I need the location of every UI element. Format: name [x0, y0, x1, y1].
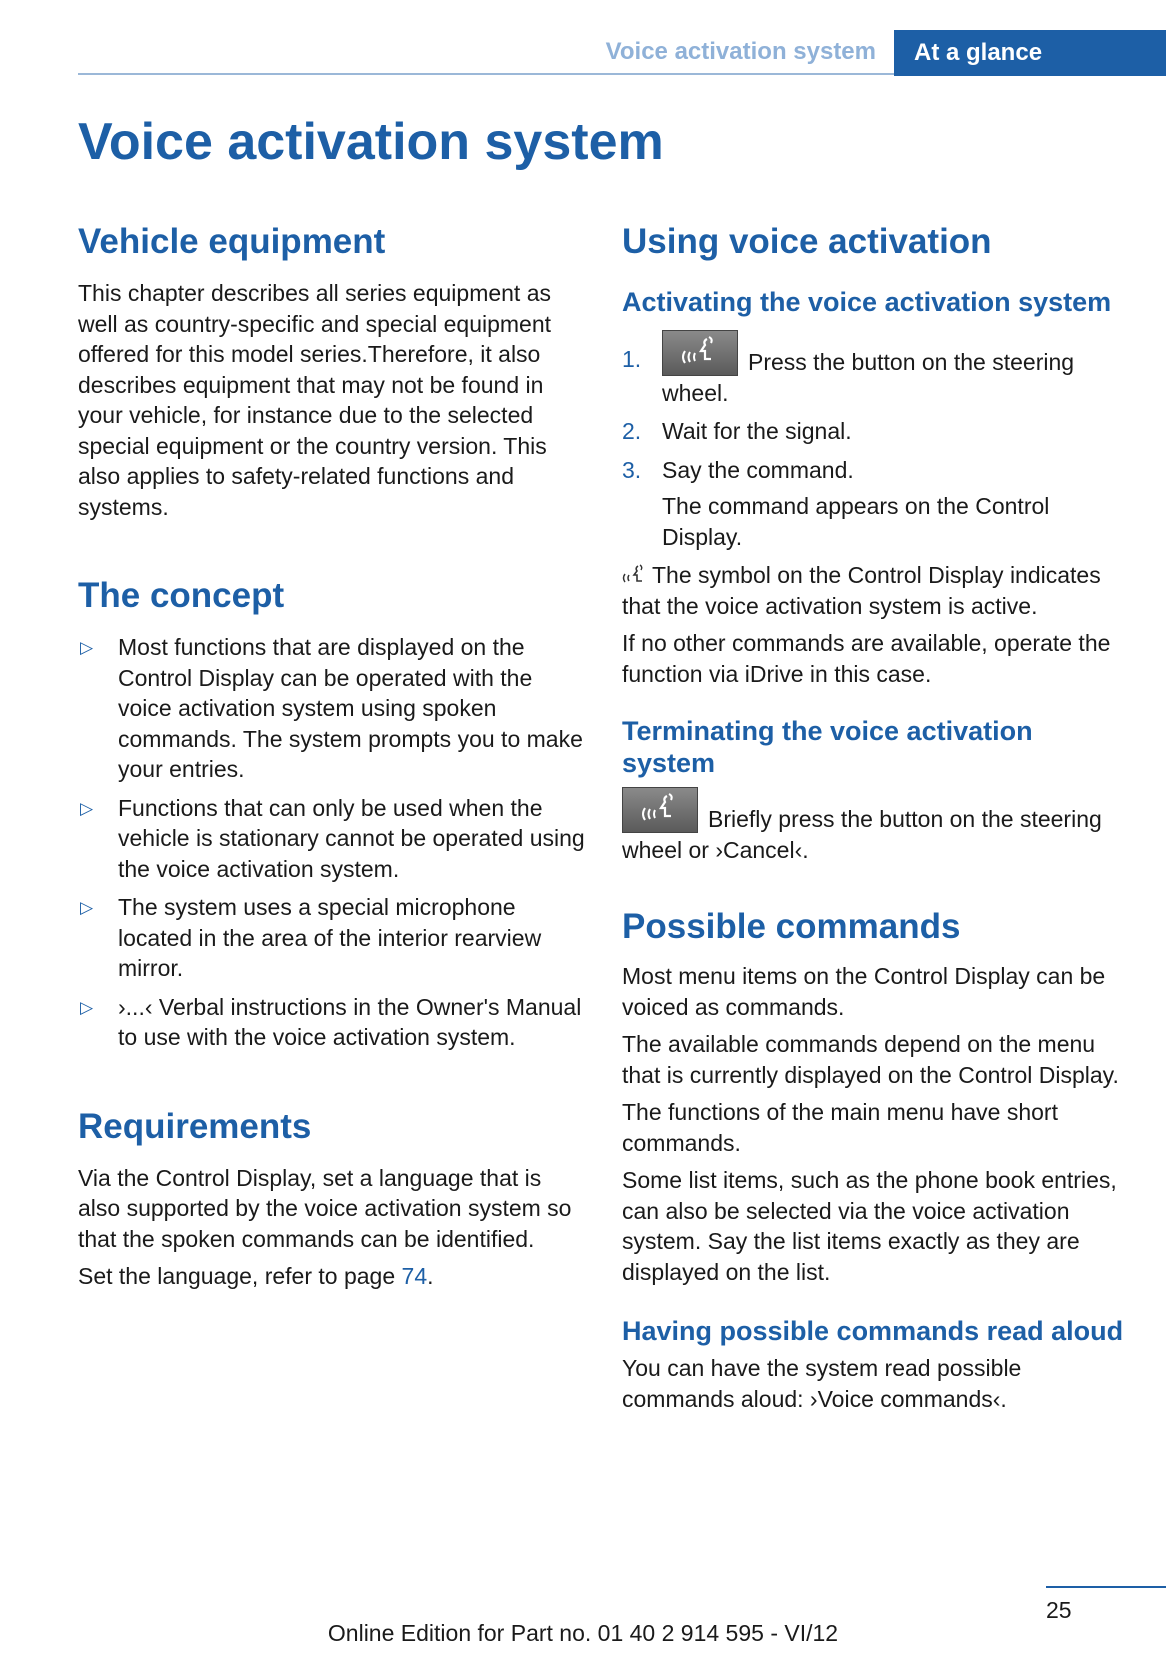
step-text: Wait for the signal.: [662, 418, 852, 444]
voice-symbol-icon: [622, 563, 648, 585]
list-item: [622, 455, 1132, 553]
triangle-bullet-icon: ▷: [80, 798, 94, 818]
footer-rule: [1046, 1586, 1166, 1588]
step-number: 1.: [622, 346, 642, 372]
activating-heading: Activating the voice activation system: [622, 287, 1112, 317]
set-language-text: [78, 1261, 586, 1292]
header-tab: [894, 30, 1166, 76]
vehicle-equipment-heading: Vehicle equipment: [78, 222, 386, 261]
voice-button-icon: [622, 787, 698, 833]
list-item: [78, 992, 586, 1053]
footer-edition: [0, 1620, 1166, 1647]
step-number: 2.: [622, 418, 642, 444]
header-tab-label: At a glance: [914, 39, 1043, 66]
possible-paragraph: The available commands depend on the menu that is currently displayed on the Control Display.: [622, 1031, 1119, 1088]
list-item: [622, 416, 1132, 447]
triangle-bullet-icon: ▷: [80, 898, 94, 917]
requirements-text: Via the Control Display, set a language that is also supported by the voice activation system so that the spoken commands can be identified.: [78, 1164, 572, 1252]
page-number: 25: [1046, 1597, 1072, 1623]
concept-item-text: ›...‹ Verbal instructions in the Owner's Manual to use with the voice activation system.: [118, 993, 582, 1050]
list-item: [78, 892, 586, 984]
page-title: Voice activation system: [78, 113, 664, 171]
symbol-description: The symbol on the Control Display indicates that the voice activation system is active.: [622, 562, 1101, 619]
terminating-description: Briefly press the button on the steering wheel or ›Cancel‹.: [622, 806, 1102, 863]
set-language-suffix: .: [427, 1263, 434, 1289]
concept-list: [78, 632, 586, 1053]
header-section-title: Voice activation system: [605, 38, 876, 65]
triangle-bullet-icon: ▷: [80, 997, 94, 1017]
concept-item-text: Functions that can only be used when the vehicle is stationary cannot be operated using the voice activation system.: [118, 794, 585, 882]
read-aloud-text: You can have the system read possible commands aloud: ›Voice commands‹.: [622, 1355, 1022, 1412]
requirements-heading: Requirements: [78, 1106, 312, 1146]
activating-steps: [622, 330, 1132, 552]
step-note: The command appears on the Control Display.: [662, 493, 1050, 550]
voice-button-icon: [662, 330, 738, 376]
right-column: [622, 220, 1132, 1414]
footer-edition-text: Online Edition for Part no. 01 40 2 914 595 - VI/12: [327, 1620, 839, 1646]
terminating-heading: Terminating the voice activation system: [622, 716, 1033, 778]
read-aloud-heading: Having possible commands read aloud: [622, 1316, 1124, 1346]
step-number: 3.: [622, 456, 642, 483]
possible-paragraph: Most menu items on the Control Display can be voiced as commands.: [622, 963, 1106, 1020]
symbol-text: [622, 560, 1132, 621]
list-item: [622, 330, 1132, 408]
list-item: [78, 632, 586, 785]
no-commands-text: If no other commands are available, operate the function via iDrive in this case.: [622, 630, 1111, 687]
possible-paragraph: The functions of the main menu have short commands.: [622, 1099, 1058, 1156]
list-item: [78, 793, 586, 885]
set-language-prefix: Set the language, refer to page: [78, 1263, 402, 1289]
using-voice-heading: Using voice activation: [622, 222, 992, 261]
concept-item-text: Most functions that are displayed on the Control Display can be operated with the voice activation system using spoken commands. The system prompts you to make your entries.: [118, 634, 583, 782]
possible-commands-heading: Possible commands: [622, 907, 961, 946]
step-text: Press the button on the steering wheel.: [662, 349, 1075, 406]
triangle-bullet-icon: ▷: [80, 638, 94, 657]
concept-heading: The concept: [78, 576, 285, 615]
step-text: Say the command.: [662, 456, 854, 483]
vehicle-equipment-text: This chapter describes all series equipment as well as country-specific and special equipment offered for this model series.Therefore, it also describes equipment that may not be found in your vehicle, for instance due to the selected special equipment or the country version. This also applies to safety-related functions and systems.: [78, 280, 552, 520]
possible-paragraph: Some list items, such as the phone book entries, can also be selected via the voice activation system. Say the list items exactly as they are displayed on the list.: [622, 1167, 1117, 1285]
page-link[interactable]: 74: [401, 1263, 428, 1289]
concept-item-text: The system uses a special microphone located in the area of the interior rearview mirror.: [118, 894, 542, 981]
left-column: [78, 220, 586, 1292]
header-rule: [78, 73, 894, 75]
terminating-text: [622, 787, 1132, 865]
